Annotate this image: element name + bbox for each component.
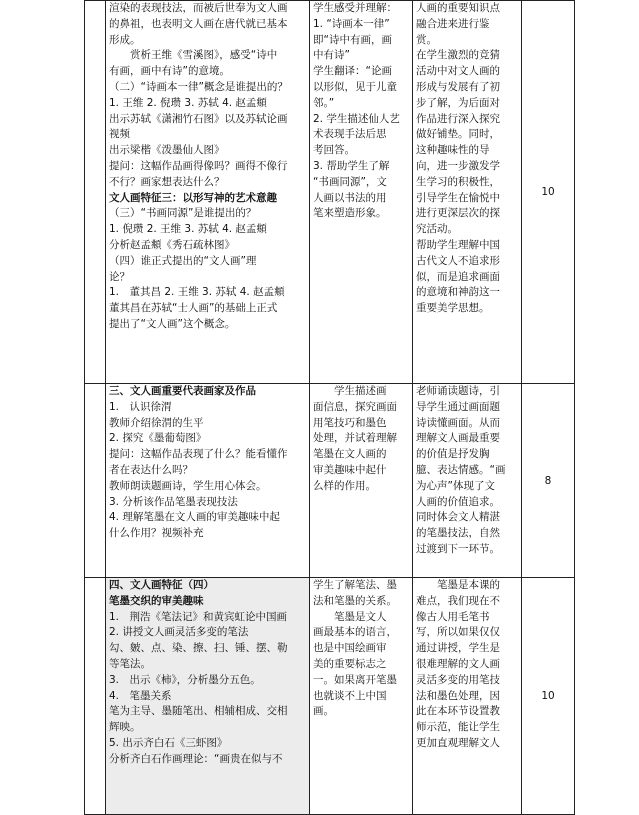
intent-line: 臆、表达情感。“画: [416, 463, 506, 476]
time-cell: 8: [522, 384, 575, 578]
content-line: 出示梁楷《泼墨仙人图》: [109, 144, 225, 157]
student-line: 审美趣味中起什: [313, 463, 387, 476]
student-activity-cell: [310, 1, 413, 384]
content-line: 赏析王维《雪溪图》，感受“诗中: [109, 49, 278, 62]
intent-line: 重要美学思想。: [416, 302, 490, 315]
content-cell: [106, 1, 310, 384]
intent-line: 究活动。: [416, 223, 458, 236]
intent-line: 此在本环节设置教: [416, 705, 500, 718]
content-line: 者在表达什么吗？: [109, 463, 193, 476]
intent-line: 古代文人不追求形: [416, 254, 500, 267]
intent-line: 人画的价值追求。: [416, 495, 500, 508]
intent-line: 向，进一步激发学: [416, 159, 500, 172]
intent-line: 这种趣味性的导: [416, 144, 490, 157]
design-intent-cell: [413, 1, 522, 384]
student-line: 笔墨在文人画的: [313, 448, 387, 461]
student-line: 么样的作用。: [313, 479, 376, 492]
content-line: 论？: [109, 270, 130, 283]
table-row: [85, 384, 575, 578]
intent-line: 更加直观理解文人: [416, 736, 500, 749]
intent-line: 很难理解的文人画: [416, 657, 500, 670]
intent-line: 诗读懂画面。从而: [416, 416, 500, 429]
content-line: 1. 认识徐渭: [109, 400, 172, 413]
content-line: 渲染的表现技法，而被后世奉为文人画: [109, 2, 288, 14]
student-line: 考回答。: [313, 144, 355, 157]
blank-cell: [85, 384, 106, 578]
content-line: 4. 理解笔墨在文人画的审美趣味中起: [109, 511, 280, 524]
intent-line: 老师诵读题诗，引: [416, 385, 500, 397]
content-line: 董其昌在苏轼“士人画”的基础上正式: [109, 302, 278, 315]
student-line: 即“诗中有画，画: [313, 33, 392, 46]
section-heading: 三、文人画重要代表画家及作品: [109, 385, 256, 397]
content-line: 1. 倪瓒 2. 王维 3. 苏轼 4. 赵孟頫: [109, 223, 267, 236]
content-line: 不行？画家想表达什么？: [109, 175, 225, 188]
intent-line: 做好铺垫。同时，: [416, 128, 500, 141]
content-line: 分析赵孟頫《秀石疏林图》: [109, 238, 235, 251]
content-line: （三）“书画同源”是谁提出的？: [109, 207, 257, 220]
student-line: 3. 帮助学生了解: [313, 159, 390, 172]
content-line: 提问：这幅作品表现了什么？能看懂作: [109, 448, 288, 461]
intent-line: 引导学生在愉悦中: [416, 191, 500, 204]
intent-line: 师示范，能让学生: [416, 721, 500, 734]
content-line: 5. 出示齐白石《三虾图》: [109, 736, 228, 749]
intent-line: 生学习的积极性，: [416, 175, 500, 188]
student-line: “书画同源”，文: [313, 175, 387, 188]
student-line: 一。如果离开笔墨: [313, 673, 397, 686]
intent-line: 帮助学生理解中国: [416, 238, 500, 251]
content-line: 提问：这幅作品画得像吗？画得不像行: [109, 159, 288, 172]
intent-line: 形成与发展有了初: [416, 80, 500, 93]
student-line: 画最基本的语言，: [313, 626, 397, 639]
intent-line: 难点，我们现在不: [416, 594, 500, 607]
intent-line: 进行更深层次的探: [416, 207, 500, 220]
student-line: 处理，并试着理解: [313, 432, 397, 445]
student-line: 也是中国绘画审: [313, 642, 387, 655]
content-line: 有画，画中有诗”的意境。: [109, 65, 230, 78]
intent-line: 的价值是抒发胸: [416, 448, 490, 461]
content-line: （二）“诗画本一律”概念是谁提出的？: [109, 80, 288, 93]
intent-line: 通过讲授，学生是: [416, 642, 500, 655]
student-line: 1. “诗画本一律”: [313, 17, 390, 30]
content-line: 出示苏轼《潇湘竹石图》以及苏轼论画: [109, 112, 288, 125]
section-heading: 文人画特征三：以形写神的艺术意趣: [109, 191, 277, 204]
student-line: 学生翻译：“论画: [313, 65, 392, 78]
student-line: 笔来塑造形象。: [313, 207, 387, 220]
intent-line: 似，而是追求画面: [416, 270, 500, 283]
student-activity-cell: [310, 384, 413, 578]
student-line: 人画以书法的用: [313, 191, 387, 204]
blank-cell: [85, 1, 106, 384]
intent-line: 理解文人画最重要: [416, 432, 500, 445]
content-line: 什么作用？视频补充: [109, 527, 204, 540]
table-row: [85, 1, 575, 384]
student-line: 学生了解笔法、墨: [313, 579, 397, 591]
content-line: 教师朗读题画诗，学生用心体会。: [109, 479, 267, 492]
student-line: 邻。”: [313, 96, 335, 109]
content-line: 教师介绍徐渭的生平: [109, 416, 204, 429]
content-line: 4. 笔墨关系: [109, 689, 172, 702]
student-line: 也就谈不上中国: [313, 689, 387, 702]
design-intent-cell: [413, 384, 522, 578]
content-line: 形成。: [109, 33, 141, 46]
table-row: [85, 578, 575, 815]
lesson-plan-table: [84, 0, 575, 815]
intent-line: 作品进行深入探究: [416, 112, 500, 125]
blank-cell: [85, 578, 106, 815]
intent-line: 过渡到下一环节。: [416, 542, 500, 555]
intent-line: 为心声”体现了文: [416, 479, 495, 492]
content-line: （四）谁正式提出的“文人画”理: [109, 254, 257, 267]
design-intent-cell: [413, 578, 522, 815]
content-line: 视频: [109, 128, 130, 141]
intent-line: 导学生通过画面题: [416, 400, 500, 413]
content-cell: [106, 578, 310, 815]
student-line: 面信息，探究画面: [313, 400, 397, 413]
intent-line: 同时体会文人精湛: [416, 511, 500, 524]
content-line: 勾、皴、点、染、擦、扫、锤、摆、勒: [109, 642, 288, 655]
intent-line: 融合进来进行鉴: [416, 17, 490, 30]
content-line: 辉映。: [109, 721, 141, 734]
student-line: 笔墨是文人: [313, 610, 387, 623]
content-line: 笔为主导、墨随笔出、相辅相成、交相: [109, 705, 288, 718]
intent-line: 像古人用毛笔书: [416, 610, 490, 623]
student-line: 法和笔墨的关系。: [313, 594, 397, 607]
student-line: 学生感受并理解：: [313, 2, 397, 14]
content-line: 3. 出示《柿》，分析墨分五色。: [109, 673, 261, 686]
intent-line: 人画的重要知识点: [416, 2, 500, 14]
section-heading: 四、文人画特征（四）: [109, 579, 214, 591]
content-line: 2. 探究《墨葡萄图》: [109, 432, 207, 445]
student-line: 术表现手法后思: [313, 128, 387, 141]
time-cell: 10: [522, 1, 575, 384]
content-line: 的鼻祖，也表明文人画在唐代就已基本: [109, 17, 288, 30]
intent-line: 法和墨色处理，因: [416, 689, 500, 702]
content-cell: [106, 384, 310, 578]
student-activity-cell: [310, 578, 413, 815]
student-line: 中有诗”: [313, 49, 350, 62]
content-line: 1. 荆浩《笔法记》和黄宾虹论中国画: [109, 610, 288, 623]
content-line: 1. 董其昌 2. 王维 3. 苏轼 4. 赵孟頫: [109, 286, 285, 299]
intent-line: 活动中对文人画的: [416, 65, 500, 78]
intent-line: 笔墨是本课的: [416, 579, 500, 591]
intent-line: 赏。: [416, 33, 437, 46]
intent-line: 的笔墨技法，自然: [416, 527, 500, 540]
intent-line: 写，所以如果仅仅: [416, 626, 500, 639]
content-line: 分析齐白石作画理论：“画贵在似与不: [109, 752, 283, 765]
section-subheading: 笔墨交织的审美趣味: [109, 594, 204, 607]
intent-line: 灵活多变的用笔技: [416, 673, 500, 686]
student-line: 2. 学生描述仙人艺: [313, 112, 400, 125]
content-line: 3. 分析该作品笔墨表现技法: [109, 495, 238, 508]
content-line: 2. 讲授文人画灵活多变的笔法: [109, 626, 249, 639]
intent-line: 的意境和神韵这一: [416, 286, 500, 299]
content-line: 提出了“文人画”这个概念。: [109, 317, 236, 330]
student-line: 美的重要标志之: [313, 657, 387, 670]
student-line: 画。: [313, 705, 334, 718]
student-line: 用笔技巧和墨色: [313, 416, 387, 429]
intent-line: 在学生激烈的竞猜: [416, 49, 500, 62]
content-line: 1. 王维 2. 倪瓒 3. 苏轼 4. 赵孟頫: [109, 96, 267, 109]
intent-line: 步了解，为后面对: [416, 96, 500, 109]
content-line: 等笔法。: [109, 657, 151, 670]
student-line: 学生描述画: [313, 385, 387, 397]
student-line: 以形似，见于儿童: [313, 80, 397, 93]
time-cell: 10: [522, 578, 575, 815]
